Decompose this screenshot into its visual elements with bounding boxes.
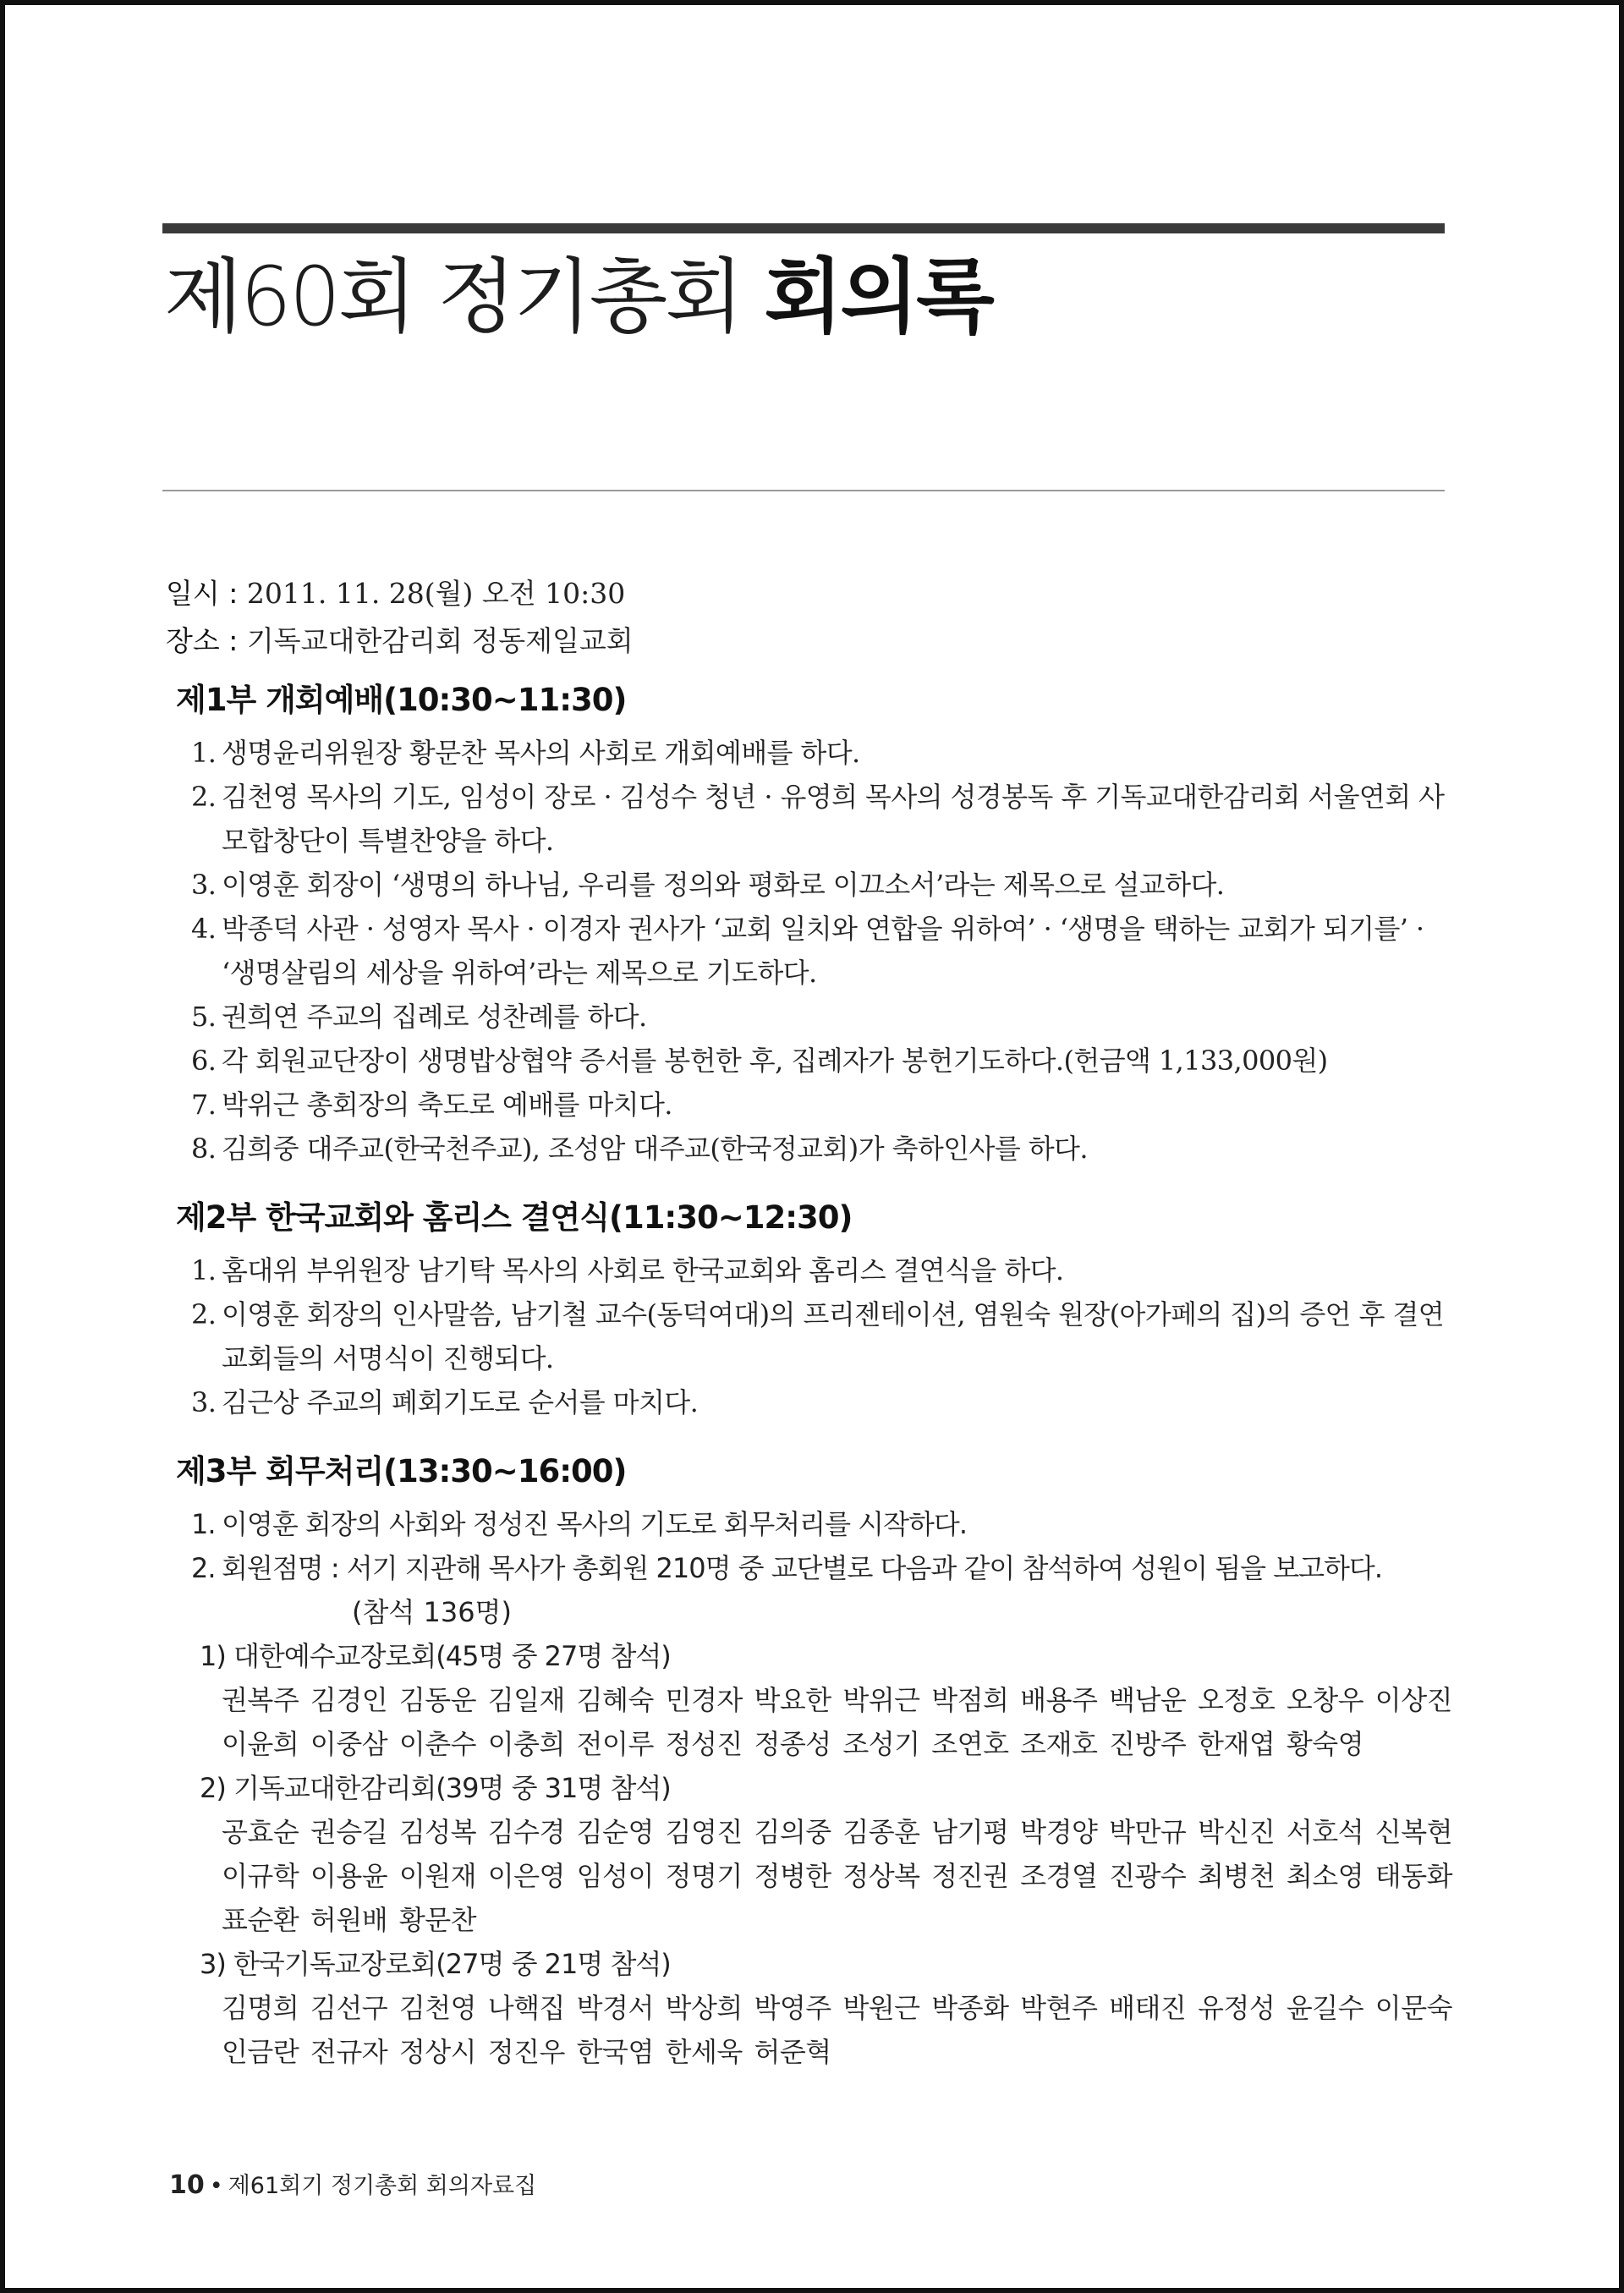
list-item: [191, 1380, 1460, 1424]
item-number: 4.: [191, 913, 217, 945]
list-item: [191, 1127, 1460, 1171]
item-text: 생명윤리위원장 황문찬 목사의 사회로 개회예배를 하다.: [222, 737, 860, 769]
meeting-place: [166, 617, 634, 665]
list-item: [191, 1248, 1460, 1292]
item-number: 2.: [191, 1552, 216, 1584]
place-value: 기독교대한감리회 정동제일교회: [246, 624, 634, 657]
meeting-date: [166, 570, 634, 617]
list-item: [191, 775, 1460, 863]
item-text: 홈대위 부위원장 남기탁 목사의 사회로 한국교회와 홈리스 결연식을 하다.: [222, 1254, 1064, 1286]
part3-title: 제3부 회무처리(13:30~16:00): [176, 1453, 627, 1489]
group-names: 공효순 권승길 김성복 김수경 김순영 김영진 김의중 김종훈 남기평 박경양 박만규 박신진 서호석 신복현 이규학 이용윤 이원재 이은영 임성이 정명기 정병한 정상복 정진권 조경열 진광수 최병천 최소영 태동화 표순환 허원배 황문찬: [222, 1816, 1453, 1936]
date-label: 일시 :: [166, 577, 247, 610]
item-number: 3.: [191, 869, 217, 901]
list-item: [191, 995, 1460, 1039]
part3-list: [166, 1502, 1460, 1590]
publication-name: 제61회기 정기총회 회의자료집: [228, 2173, 537, 2199]
page-footer: [169, 2169, 536, 2203]
item-number: 1.: [191, 737, 217, 769]
group-names: 권복주 김경인 김동운 김일재 김혜숙 민경자 박요한 박위근 박점희 배용주 백남운 오정호 오창우 이상진 이윤희 이중삼 이춘수 이충희 전이루 정성진 정종성 조성기 조연호 조재호 진방주 한재엽 황숙영: [222, 1684, 1453, 1760]
page-title: [164, 246, 992, 348]
title-bold: 회의록: [764, 250, 992, 344]
part2-title: 제2부 한국교회와 홈리스 결연식(11:30~12:30): [176, 1199, 853, 1236]
item-number: 7.: [191, 1089, 217, 1121]
list-item: [191, 731, 1460, 775]
page-number: 10: [169, 2170, 205, 2200]
list-item: [191, 1292, 1460, 1380]
part3-section: [166, 1446, 1460, 2074]
item-text: 이영훈 회장의 사회와 정성진 목사의 기도로 회무처리를 시작하다.: [222, 1508, 968, 1540]
part2-section: [166, 1193, 1460, 1424]
part1-section: [166, 675, 1460, 1171]
list-item: [191, 1502, 1460, 1546]
item-text: 김희중 대주교(한국천주교), 조성암 대주교(한국정교회)가 축하인사를 하다.: [222, 1133, 1088, 1165]
divider-rule: [162, 490, 1445, 491]
item-number: 5.: [191, 1001, 217, 1033]
attendance-group: [200, 1634, 1460, 1766]
attendance-group: [200, 1942, 1460, 2074]
item-number: 2.: [191, 1298, 217, 1330]
item-number: 1.: [191, 1254, 217, 1286]
top-rule: [162, 223, 1445, 233]
list-item: [191, 1083, 1460, 1127]
list-item: [191, 1546, 1460, 1590]
title-normal: 제60회 정기총회: [164, 250, 765, 344]
item-number: 6.: [191, 1045, 217, 1077]
part2-list: [166, 1248, 1460, 1424]
item-number: 2.: [191, 781, 217, 813]
item-text: 박종덕 사관 · 성영자 목사 · 이경자 권사가 ‘교회 일치와 연합을 위하여’ · ‘생명을 택하는 교회가 되기를’ · ‘생명살림의 세상을 위하여’라는 제목으로 기도하다.: [222, 913, 1424, 989]
part1-list: [166, 731, 1460, 1171]
group-title: 2) 기독교대한감리회(39명 중 31명 참석): [200, 1772, 671, 1804]
part1-title: 제1부 개회예배(10:30~11:30): [176, 682, 627, 718]
group-title: 3) 한국기독교장로회(27명 중 21명 참석): [200, 1948, 671, 1980]
date-value: 2011. 11. 28(월) 오전 10:30: [246, 577, 626, 610]
attendance-group: [200, 1766, 1460, 1942]
list-item: [191, 863, 1460, 907]
item-text: 각 회원교단장이 생명밥상협약 증서를 봉헌한 후, 집례자가 봉헌기도하다.(헌금액 1,133,000원): [222, 1045, 1328, 1077]
item-text: 회원점명 : 서기 지관해 목사가 총회원 210명 중 교단별로 다음과 같이 참석하여 성원이 됨을 보고하다.: [222, 1552, 1383, 1584]
item-text: 김천영 목사의 기도, 임성이 장로 · 김성수 청년 · 유영희 목사의 성경봉독 후 기독교대한감리회 서울연회 사모합창단이 특별찬양을 하다.: [222, 781, 1445, 857]
item-number: 8.: [191, 1133, 217, 1165]
item-text: 이영훈 회장의 인사말씀, 남기철 교수(동덕여대)의 프리젠테이션, 염원숙 원장(아가페의 집)의 증언 후 결연교회들의 서명식이 진행되다.: [222, 1298, 1445, 1374]
item-text: 박위근 총회장의 축도로 예배를 마치다.: [222, 1089, 672, 1121]
list-item: [191, 1039, 1460, 1083]
item-number: 1.: [191, 1508, 216, 1540]
group-title: 1) 대한예수교장로회(45명 중 27명 참석): [200, 1640, 671, 1672]
footer-separator: •: [209, 2173, 223, 2199]
item-text: 권희연 주교의 집례로 성찬례를 하다.: [222, 1001, 647, 1033]
item-text: 이영훈 회장이 ‘생명의 하나님, 우리를 정의와 평화로 이끄소서’라는 제목으로 설교하다.: [222, 869, 1225, 901]
minutes-content: [166, 675, 1460, 2096]
place-label: 장소 :: [166, 624, 247, 657]
item-text: 김근상 주교의 폐회기도로 순서를 마치다.: [222, 1386, 699, 1418]
list-item: [191, 907, 1460, 995]
item-number: 3.: [191, 1386, 217, 1418]
attendance-note: (참석 136명): [352, 1596, 512, 1628]
meeting-meta: [166, 570, 634, 665]
group-names: 김명희 김선구 김천영 나핵집 박경서 박상희 박영주 박원근 박종화 박현주 배태진 유정성 윤길수 이문숙 인금란 전규자 정상시 정진우 한국염 한세욱 허준혁: [222, 1992, 1453, 2068]
